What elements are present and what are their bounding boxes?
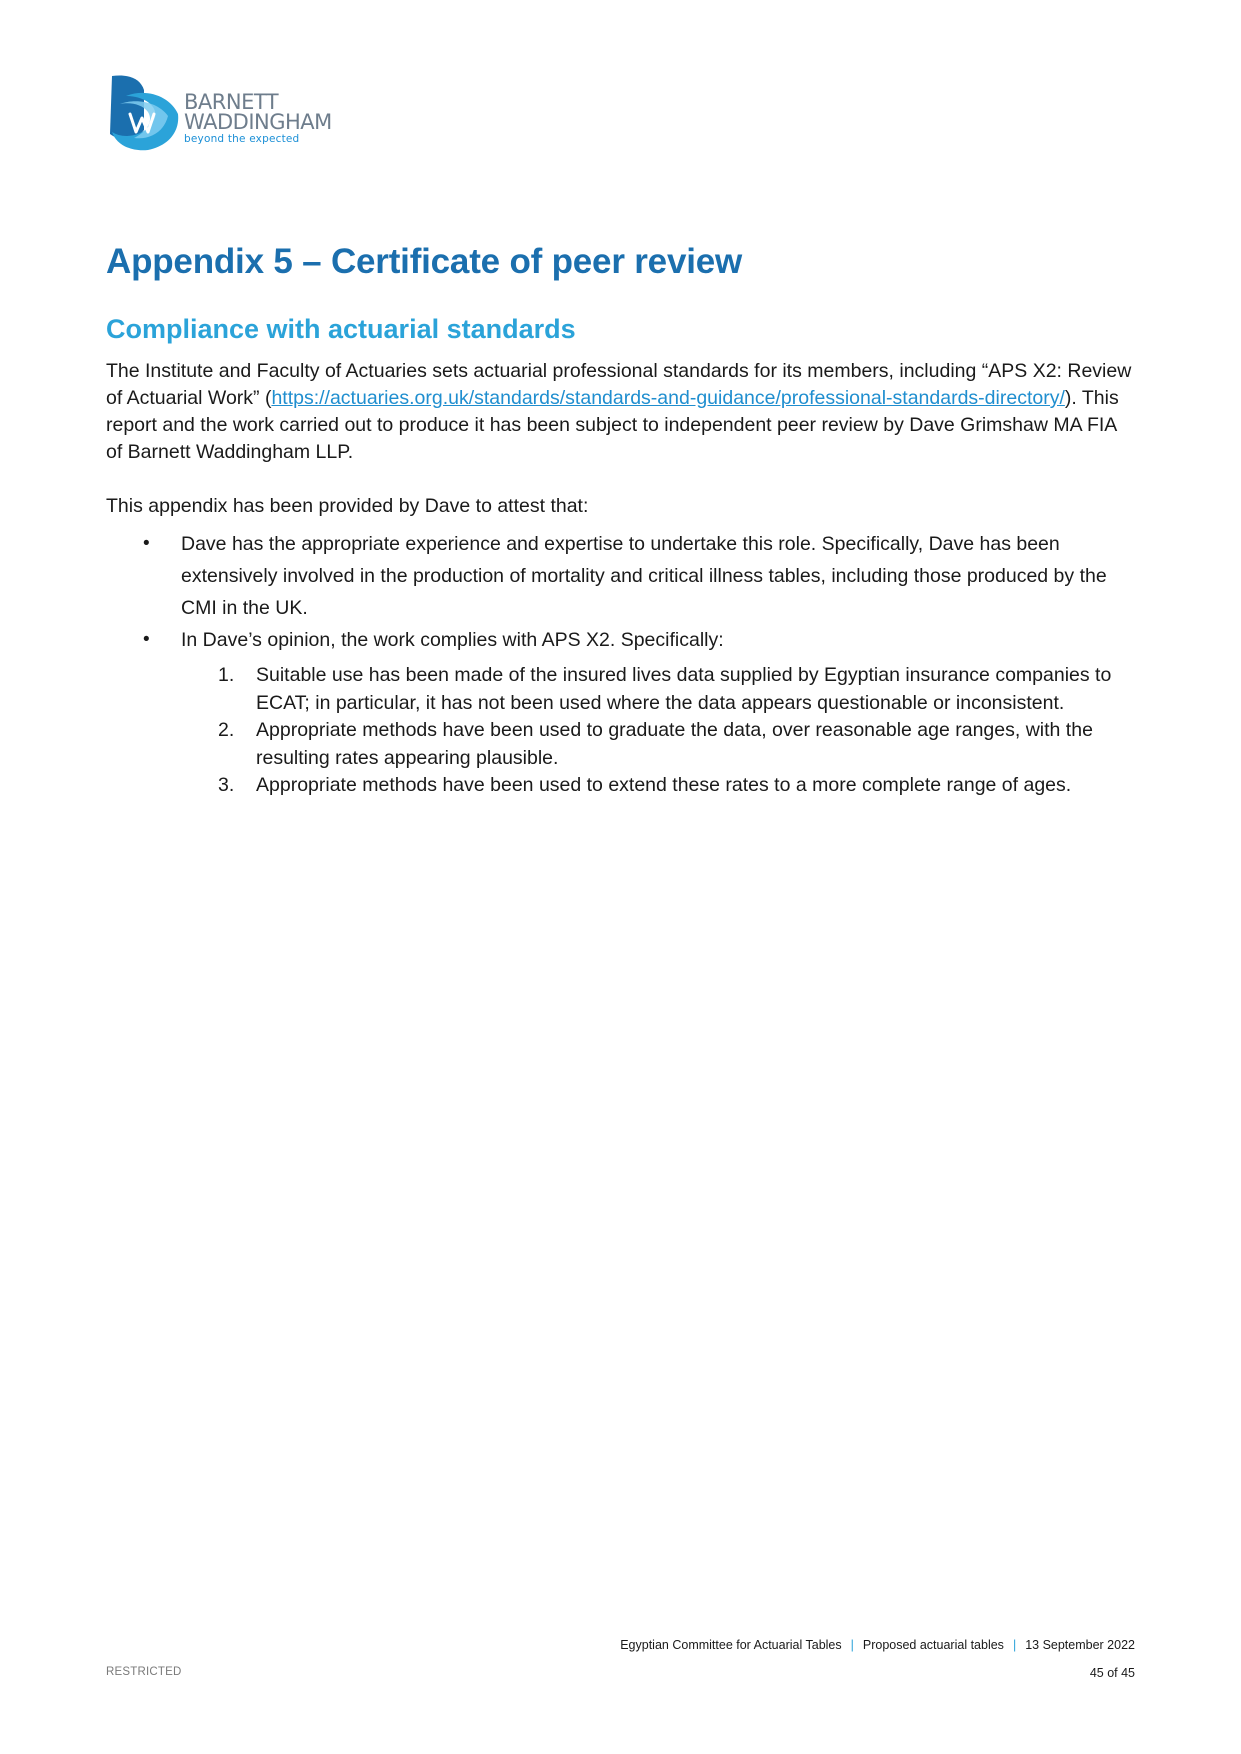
company-logo — [106, 74, 366, 158]
footer-info — [620, 1638, 1135, 1652]
logo-tagline: beyond the expected — [184, 133, 300, 145]
attest-intro: This appendix has been provided by Dave to attest that: — [106, 495, 589, 517]
numbered-list — [181, 662, 1136, 800]
footer-doc-title: Proposed actuarial tables — [862, 1638, 1004, 1652]
standards-link[interactable]: https://actuaries.org.uk/standards/standards-and-guidance/professional-standards-directory/ — [271, 387, 1065, 409]
page-title: Appendix 5 – Certificate of peer review — [106, 242, 743, 281]
footer-date: 13 September 2022 — [1025, 1638, 1135, 1652]
footer-separator: | — [1012, 1638, 1017, 1652]
item-text: Suitable use has been made of the insured lives data supplied by Egyptian insurance companies to ECAT; in particular, it has not been used where the data appears questionable or inconsistent. — [256, 664, 1112, 714]
numbered-item — [106, 662, 1136, 717]
item-number: 2. — [218, 719, 235, 741]
classification-label: RESTRICTED — [106, 1666, 182, 1678]
bullet-list — [106, 528, 1136, 800]
footer-separator: | — [850, 1638, 854, 1652]
page-number: 45 of 45 — [1089, 1666, 1135, 1680]
logo-name-line1: BARNETT — [184, 90, 279, 114]
numbered-item — [106, 717, 1136, 772]
item-text: Appropriate methods have been used to extend these rates to a more complete range of ages. — [256, 774, 1072, 796]
numbered-item — [106, 772, 1136, 800]
list-item — [106, 528, 1136, 624]
item-number: 1. — [218, 664, 235, 686]
item-text: Appropriate methods have been used to graduate the data, over reasonable age ranges, with the resulting rates appearing plausible. — [256, 719, 1093, 769]
footer-client: Egyptian Committee for Actuarial Tables — [620, 1638, 842, 1652]
main-content — [106, 240, 1136, 800]
list-item — [106, 624, 1136, 800]
logo-name-line2: WADDINGHAM — [184, 110, 332, 134]
intro-text-after: ). This report and the work carried out to produce it has been subject to independent peer review by Dave Grimshaw MA FIA of Barnett Waddingham LLP. — [106, 387, 1119, 463]
intro-paragraph — [106, 358, 1136, 466]
bullet-text: Dave has the appropriate experience and expertise to undertake this role. Specifically, Dave has been extensively involved in the production of mortality and critical illness tables, including those produced by the CMI in the UK. — [181, 533, 1107, 619]
bullet-icon: • — [143, 533, 150, 554]
item-number: 3. — [218, 774, 235, 796]
intro-text-before: The Institute and Faculty of Actuaries sets actuarial professional standards for its members, including “APS X2: Review of Actuarial Work” ( — [106, 360, 1132, 409]
bullet-text: In Dave’s opinion, the work complies with APS X2. Specifically: — [181, 629, 724, 651]
logo-mark-icon — [106, 74, 182, 154]
bullet-icon: • — [143, 629, 150, 650]
section-heading: Compliance with actuarial standards — [106, 314, 576, 344]
